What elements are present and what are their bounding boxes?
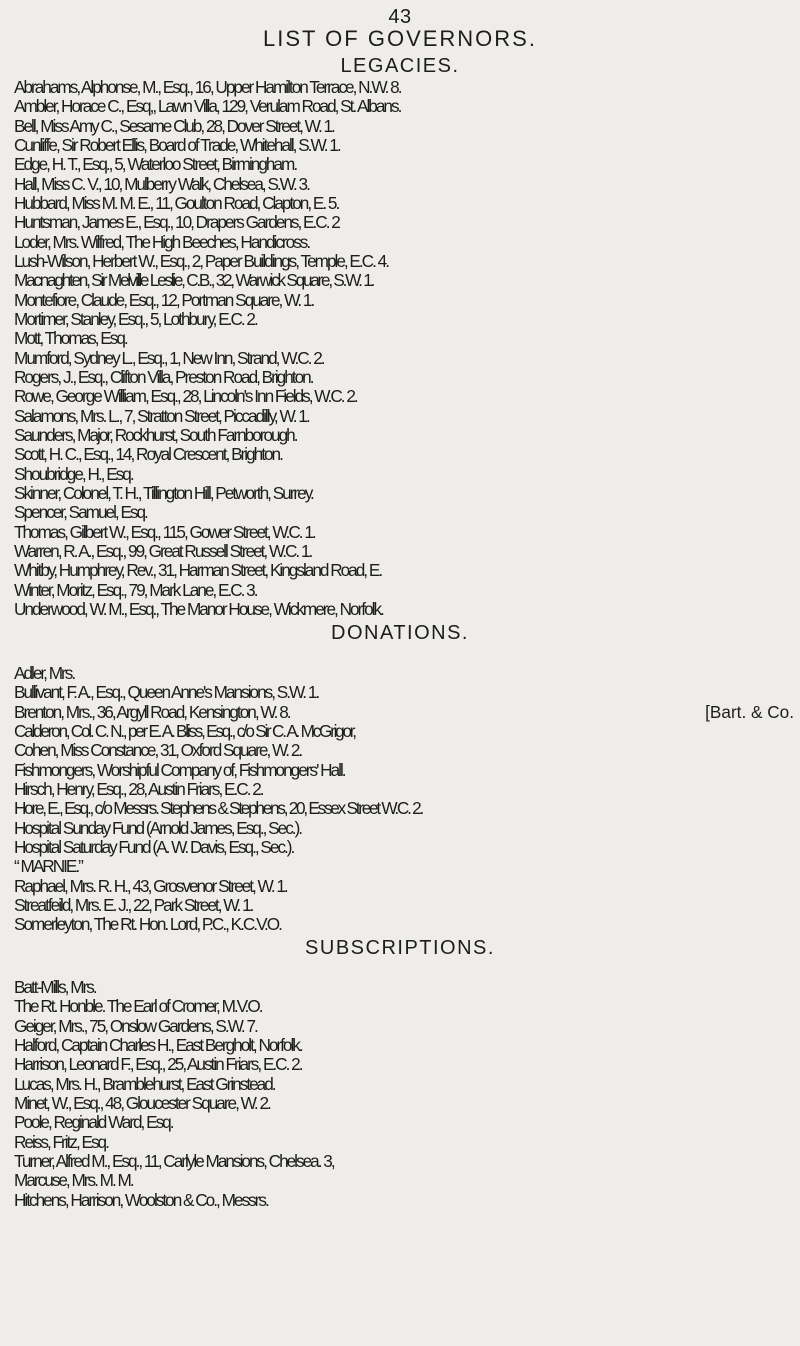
- legacies-heading: LEGACIES.: [340, 55, 460, 77]
- legacy-entry: Edge, H. T., Esq., 5, Waterloo Street, Birmingham.: [14, 154, 297, 175]
- subscriptions-heading: SUBSCRIPTIONS.: [305, 937, 495, 959]
- legacy-entry: Lush-Wilson, Herbert W., Esq., 2, Paper Buildings, Temple, E.C. 4.: [14, 250, 388, 271]
- legacy-entry: Rogers, J., Esq., Clifton Villa, Preston Road, Brighton.: [14, 366, 313, 387]
- donation-entry: Cohen, Miss Constance, 31, Oxford Square, W. 2.: [14, 740, 302, 761]
- subscription-entry: Batt-Mills, Mrs.: [14, 977, 96, 997]
- donations-heading: DONATIONS.: [331, 622, 469, 644]
- donation-entry: Calderon, Col. C. N., per E. A. Bliss, Esq., c/o Sir C. A. McGrigor,: [14, 720, 355, 741]
- subscription-entry: Marcuse, Mrs. M. M.: [14, 1170, 133, 1191]
- donation-entry: “ MARNIE.”: [14, 856, 82, 877]
- donation-entry: Brenton, Mrs., 36, Argyll Road, Kensington, W. 8.: [14, 701, 290, 722]
- legacies-list: [14, 78, 800, 619]
- legacy-entry: Scott, H. C., Esq., 14, Royal Crescent, Brighton.: [14, 444, 282, 465]
- subscription-entry: Hitchens, Harrison, Woolston & Co., Messrs.: [14, 1189, 268, 1210]
- donation-entry: Raphael, Mrs. R. H., 43, Grosvenor Street, W. 1.: [14, 875, 287, 896]
- legacy-entry: Salamons, Mrs. L., 7, Stratton Street, Piccadilly, W. 1.: [14, 405, 309, 426]
- legacy-entry: Spencer, Samuel, Esq.: [14, 502, 147, 523]
- legacy-entry: Macnaghten, Sir Melville Leslie, C.B., 32, Warwick Square, S.W. 1.: [14, 270, 374, 291]
- legacy-entry: Underwood, W. M., Esq., The Manor House, Wickmere, Norfolk.: [14, 598, 383, 619]
- subscription-entry: Lucas, Mrs. H., Bramblehurst, East Grinstead.: [14, 1073, 275, 1094]
- subscription-entry: The Rt. Honble. The Earl of Cromer, M.V.O.: [14, 996, 262, 1017]
- donation-entry: Hirsch, Henry, Esq., 28, Austin Friars, E.C. 2.: [14, 778, 263, 799]
- donations-list: [14, 664, 800, 935]
- legacy-entry: Abrahams, Alphonse, M., Esq., 16, Upper Hamilton Terrace, N.W. 8.: [14, 77, 401, 97]
- subscription-entry: Reiss, Fritz, Esq.: [14, 1131, 108, 1152]
- subscription-entry: Harrison, Leonard F., Esq., 25, Austin Friars, E.C. 2.: [14, 1054, 302, 1075]
- legacy-entry: Mott, Thomas, Esq.: [14, 328, 127, 349]
- legacy-entry: Winter, Moritz, Esq., 79, Mark Lane, E.C. 3.: [14, 579, 257, 600]
- subscription-entry: Geiger, Mrs., 75, Onslow Gardens, S.W. 7.: [14, 1015, 257, 1036]
- legacy-entry: Hall, Miss C. V., 10, Mulberry Walk, Chelsea, S.W. 3.: [14, 173, 309, 194]
- legacy-entry: Huntsman, James E., Esq., 10, Drapers Gardens, E.C. 2: [14, 212, 339, 233]
- donation-entry: Somerleyton, The Rt. Hon. Lord, P.C., K.C.V.O.: [14, 914, 281, 935]
- legacy-entry: Skinner, Colonel, T. H., Tillington Hill, Petworth, Surrey.: [14, 482, 313, 503]
- legacy-entry: Bell, Miss Amy C., Sesame Club, 28, Dover Street, W. 1.: [14, 115, 334, 136]
- donation-entry: Hospital Saturday Fund (A. W. Davis, Esq., Sec.).: [14, 836, 294, 857]
- subscription-entry: Turner, Alfred M., Esq., 11, Carlyle Mansions, Chelsea. 3,: [14, 1150, 334, 1171]
- subscription-entry: Minet, W., Esq., 48, Gloucester Square, W. 2.: [14, 1092, 270, 1113]
- donation-entry: Fishmongers, Worshipful Company of, Fishmongers' Hall.: [14, 759, 345, 780]
- legacy-entry: Thomas, Gilbert W., Esq., 115, Gower Street, W.C. 1.: [14, 521, 315, 542]
- legacy-entry: Cunliffe, Sir Robert Ellis, Board of Trade, Whitehall, S.W. 1.: [14, 134, 340, 155]
- legacy-entry: Whitby, Humphrey, Rev., 31, Harman Street, Kingsland Road, E.: [14, 560, 382, 581]
- legacy-entry: Shoubridge, H., Esq.: [14, 463, 133, 484]
- subscriptions-list: [14, 978, 800, 1210]
- donation-entry: Hospital Sunday Fund (Arnold James, Esq., Sec.).: [14, 817, 302, 838]
- legacy-entry: Montefiore, Claude, Esq., 12, Portman Square, W. 1.: [14, 289, 314, 310]
- legacy-entry: Mortimer, Stanley, Esq., 5, Lothbury, E.C. 2.: [14, 308, 257, 329]
- donations-continuation-note: [Bart. & Co.: [705, 702, 794, 722]
- legacy-entry: Ambler, Horace C., Esq,, Lawn Villa, 129, Verulam Road, St. Albans.: [14, 96, 401, 117]
- legacy-entry: Mumford, Sydney L., Esq., 1, New Inn, Strand, W.C. 2.: [14, 347, 324, 368]
- page-title: LIST OF GOVERNORS.: [263, 26, 537, 51]
- legacy-entry: Saunders, Major, Rockhurst, South Farnborough.: [14, 424, 297, 445]
- donation-entry: Hore, E., Esq., c/o Messrs. Stephens & Stephens, 20, Essex Street W.C. 2.: [14, 798, 422, 819]
- donation-entry: Streatfeild, Mrs. E. J., 22, Park Street, W. 1.: [14, 894, 253, 915]
- legacy-entry: Loder, Mrs. Wilfred, The High Beeches, Handicross.: [14, 231, 310, 252]
- legacy-entry: Warren, R. A., Esq., 99, Great Russell Street, W.C. 1.: [14, 540, 312, 561]
- page-number: 43: [388, 6, 412, 28]
- subscription-entry: Halford, Captain Charles H., East Bergholt, Norfolk.: [14, 1034, 302, 1055]
- donation-entry: Bullivant, F. A., Esq., Queen Anne's Mansions, S.W. 1.: [14, 682, 319, 703]
- subscription-entry: Poole, Reginald Ward, Esq.: [14, 1112, 173, 1133]
- legacy-entry: Hubbard, Miss M. M. E., 11, Goulton Road, Clapton, E. 5.: [14, 192, 339, 213]
- legacy-entry: Rowe, George William, Esq., 28, Lincoln's Inn Fields, W.C. 2.: [14, 386, 357, 407]
- donation-entry: Adler, Mrs.: [14, 663, 75, 683]
